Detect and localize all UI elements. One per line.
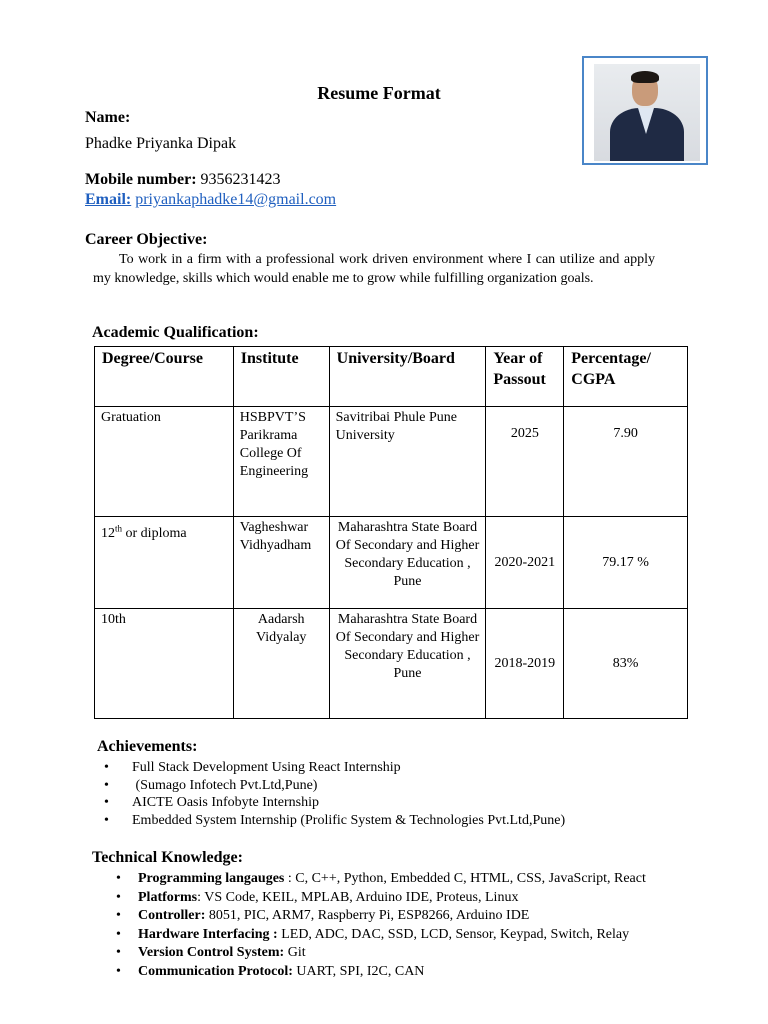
achievements-heading: Achievements: bbox=[97, 738, 198, 755]
table-cell: Aadarsh Vidyalay bbox=[233, 609, 329, 719]
table-cell: Vagheshwar Vidhyadham bbox=[233, 517, 329, 609]
tech-value: 8051, PIC, ARM7, Raspberry Pi, ESP8266, Arduino IDE bbox=[208, 908, 530, 923]
list-item bbox=[116, 945, 696, 962]
profile-photo bbox=[594, 64, 700, 161]
table-header-cell: Year of Passout bbox=[486, 347, 564, 407]
tech-label: Version Control System: bbox=[138, 945, 285, 960]
table-header-row bbox=[95, 347, 688, 407]
profile-photo-frame bbox=[582, 56, 708, 165]
table-cell bbox=[95, 517, 234, 609]
list-item bbox=[116, 871, 696, 888]
tech-value: Git bbox=[287, 945, 306, 960]
tech-label: Platforms bbox=[138, 889, 198, 905]
table-cell: 2020-2021 bbox=[486, 517, 564, 609]
tech-label: Hardware Interfacing : bbox=[138, 926, 278, 942]
table-cell: 83% bbox=[564, 609, 688, 719]
list-item: • AICTE Oasis Infobyte Internship bbox=[104, 794, 565, 812]
tech-value: UART, SPI, I2C, CAN bbox=[296, 963, 425, 979]
table-cell: HSBPVT’S Parikrama College Of Engineering bbox=[233, 407, 329, 517]
table-cell: 7.90 bbox=[564, 407, 688, 517]
tech-label: Communication Protocol: bbox=[138, 963, 293, 979]
list-item: • (Sumago Infotech Pvt.Ltd,Pune) bbox=[104, 777, 565, 795]
list-item bbox=[116, 927, 696, 944]
table-row bbox=[95, 407, 688, 517]
mobile-line bbox=[85, 171, 281, 189]
table-cell: 10th bbox=[95, 609, 234, 719]
document-title: Resume Format bbox=[317, 83, 441, 103]
table-header-cell: Institute bbox=[233, 347, 329, 407]
achievements-list bbox=[104, 759, 565, 829]
tech-label: Programming langauges bbox=[138, 871, 285, 886]
row-12-course: 12th or diploma bbox=[101, 523, 187, 541]
name-value: Phadke Priyanka Dipak bbox=[85, 135, 237, 152]
email-line[interactable] bbox=[85, 191, 336, 209]
technical-list bbox=[116, 871, 696, 982]
table-row bbox=[95, 517, 688, 609]
table-header-cell: University/Board bbox=[329, 347, 486, 407]
technical-heading: Technical Knowledge: bbox=[92, 849, 243, 866]
table-cell: Gratuation bbox=[95, 407, 234, 517]
list-item bbox=[116, 908, 696, 925]
table-cell: 79.17 % bbox=[564, 517, 688, 609]
list-item: • Embedded System Internship (Prolific System & Technologies Pvt.Ltd,Pune) bbox=[104, 812, 565, 830]
tech-sep: : bbox=[284, 871, 296, 886]
table-cell: Maharashtra State Board Of Secondary and Higher Secondary Education , Pune bbox=[329, 609, 486, 719]
list-item: • Full Stack Development Using React Internship bbox=[104, 759, 565, 777]
list-item bbox=[116, 964, 696, 981]
tech-value: VS Code, KEIL, MPLAB, Arduino IDE, Proteus, Linux bbox=[204, 889, 519, 905]
table-row bbox=[95, 609, 688, 719]
email-link[interactable]: priyankaphadke14@gmail.com bbox=[135, 191, 337, 208]
objective-heading: Career Objective: bbox=[85, 231, 208, 248]
tech-label: Controller: bbox=[138, 908, 206, 923]
name-label: Name: bbox=[85, 109, 131, 126]
tech-sep: : bbox=[197, 889, 205, 905]
objective-text: To work in a firm with a professional work driven environment where I can utilize and apply my knowledge, skills which would enable me to grow while fulfilling organization goals. bbox=[93, 252, 655, 286]
academic-heading: Academic Qualification: bbox=[92, 324, 259, 341]
table-cell: 2025 bbox=[486, 407, 564, 517]
table-header-cell: Percentage/ CGPA bbox=[564, 347, 688, 407]
tech-value: C, C++, Python, Embedded C, HTML, CSS, JavaScript, React bbox=[295, 871, 646, 886]
mobile-value: 9356231423 bbox=[200, 171, 281, 188]
table-cell: Maharashtra State Board Of Secondary and Higher Secondary Education , Pune bbox=[329, 517, 486, 609]
tech-value: LED, ADC, DAC, SSD, LCD, Sensor, Keypad, Switch, Relay bbox=[281, 926, 630, 942]
academic-table bbox=[94, 346, 688, 719]
table-cell: 2018-2019 bbox=[486, 609, 564, 719]
table-header-cell: Degree/Course bbox=[95, 347, 234, 407]
list-item bbox=[116, 890, 696, 907]
photo-hair bbox=[631, 71, 659, 83]
mobile-label: Mobile number: bbox=[85, 171, 197, 188]
table-cell: Savitribai Phule Pune University bbox=[329, 407, 486, 517]
email-label: Email: bbox=[85, 191, 132, 208]
